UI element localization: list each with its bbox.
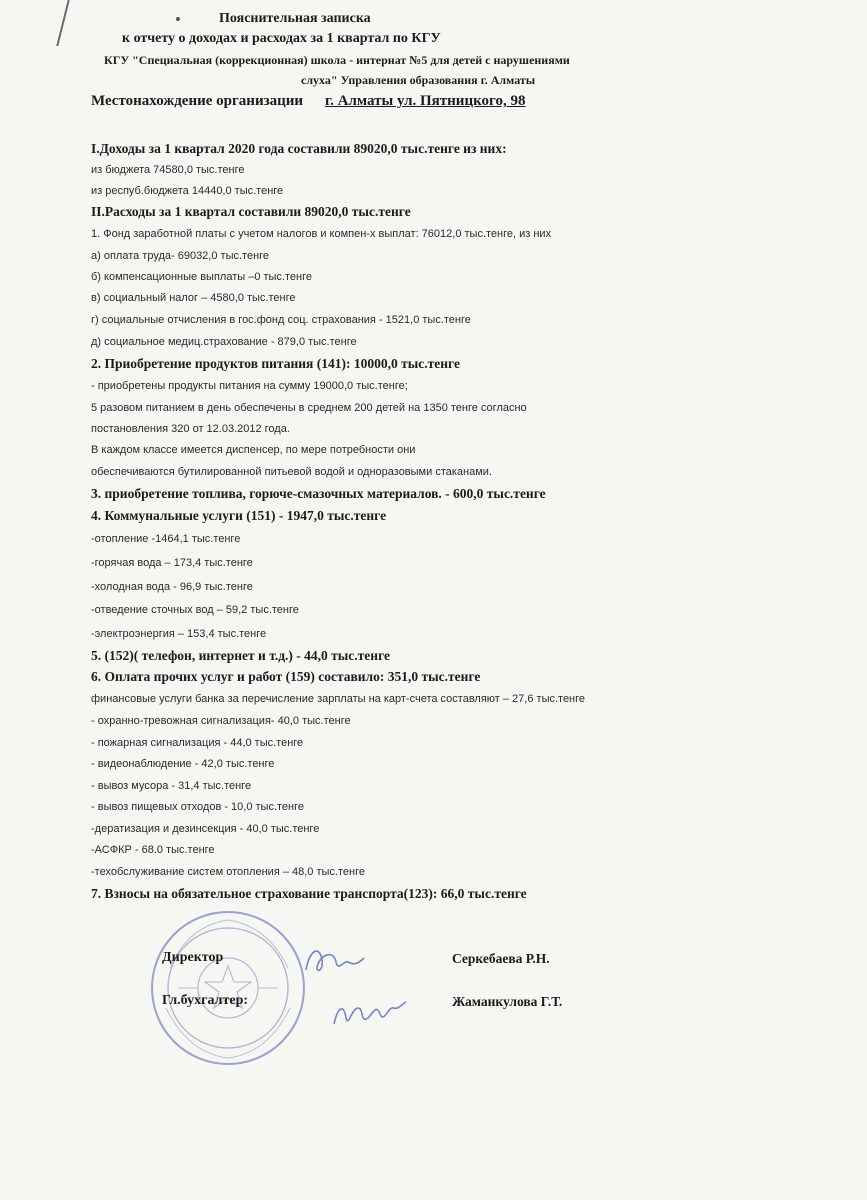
service-line: - вывоз пищевых отходов - 10,0 тыс.тенге [91, 801, 305, 813]
accountant-signature [330, 994, 410, 1034]
service-line: -АСФКР - 68.0 тыс.тенге [91, 844, 215, 856]
service-line: - видеонаблюдение - 42,0 тыс.тенге [91, 758, 275, 770]
utility-line: -электроэнергия – 153,4 тыс.тенге [91, 628, 267, 640]
service-line: -техобслуживание систем отопления – 48,0 тыс.тенге [91, 866, 365, 878]
doc-title: Пояснительная записка [219, 11, 371, 26]
expense-line: г) социальные отчисления в гос.фонд соц. страхования - 1521,0 тыс.тенге [91, 314, 471, 326]
text-line: В каждом классе имеется диспенсер, по мере потребности они [91, 444, 416, 456]
section-heading: 2. Приобретение продуктов питания (141): 10000,0 тыс.тенге [91, 356, 460, 371]
service-line: - вывоз мусора - 31,4 тыс.тенге [91, 780, 252, 792]
location-label: Местонахождение организации [91, 93, 304, 109]
director-label: Директор [162, 950, 224, 965]
location-value: г. Алматы ул. Пятницкого, 98 [325, 93, 526, 109]
text-line: постановления 320 от 12.03.2012 года. [91, 423, 290, 435]
seal-stamp [148, 908, 308, 1068]
expense-line: б) компенсационные выплаты –0 тыс.тенге [91, 271, 312, 283]
org-name-line2: слуха" Управления образования г. Алматы [301, 73, 536, 87]
section-heading: 5. (152)( телефон, интернет и т.д.) - 44,0 тыс.тенге [91, 648, 391, 663]
text-line: - приобретены продукты питания на сумму 19000,0 тыс.тенге; [91, 380, 408, 392]
expense-line: 1. Фонд заработной платы с учетом налогов и компен-х выплат: 76012,0 тыс.тенге, из них [91, 228, 552, 240]
director-name: Серкебаева Р.Н. [452, 951, 550, 966]
expenses-heading: II.Расходы за 1 квартал составили 89020,0 тыс.тенге [91, 204, 411, 219]
expense-line: д) социальное медиц.страхование - 879,0 тыс.тенге [91, 336, 357, 348]
utility-line: -отопление -1464,1 тыс.тенге [91, 533, 241, 545]
location-row [91, 93, 525, 110]
accountant-label: Гл.бухгалтер: [162, 993, 249, 1008]
service-line: -дератизация и дезинсекция - 40,0 тыс.тенге [91, 823, 320, 835]
utility-line: -горячая вода – 173,4 тыс.тенге [91, 557, 253, 569]
income-line: из бюджета 74580,0 тыс.тенге [91, 164, 245, 176]
text-line: 5 разовом питанием в день обеспечены в среднем 200 детей на 1350 тенге согласно [91, 402, 527, 414]
section-heading: 7. Взносы на обязательное страхование транспорта(123): 66,0 тыс.тенге [91, 886, 527, 901]
utility-line: -холодная вода - 96,9 тыс.тенге [91, 581, 253, 593]
service-line: - пожарная сигнализация - 44,0 тыс.тенге [91, 737, 304, 749]
income-heading: I.Доходы за 1 квартал 2020 года составили 89020,0 тыс.тенге из них: [91, 141, 507, 156]
section-heading: 3. приобретение топлива, горюче-смазочных материалов. - 600,0 тыс.тенге [91, 486, 546, 501]
text-line: обеспечиваются бутилированной питьевой водой и одноразовыми стаканами. [91, 466, 492, 478]
service-line: - охранно-тревожная сигнализация- 40,0 тыс.тенге [91, 715, 351, 727]
section-heading: 6. Оплата прочих услуг и работ (159) составило: 351,0 тыс.тенге [91, 669, 481, 684]
org-name-line1: КГУ "Специальная (коррекционная) школа - интернат №5 для детей с нарушениями [104, 53, 570, 67]
service-line: финансовые услуги банка за перечисление зарплаты на карт-счета составляют – 27,6 тыс.тенге [91, 693, 586, 705]
doc-subtitle: к отчету о доходах и расходах за 1 квартал по КГУ [122, 31, 441, 46]
expense-line: а) оплата труда- 69032,0 тыс.тенге [91, 250, 270, 262]
section-heading: 4. Коммунальные услуги (151) - 1947,0 тыс.тенге [91, 508, 387, 523]
utility-line: -отведение сточных вод – 59,2 тыс.тенге [91, 604, 299, 616]
expense-line: в) социальный налог – 4580,0 тыс.тенге [91, 292, 296, 304]
director-signature [300, 940, 370, 984]
accountant-name: Жаманкулова Г.Т. [452, 994, 563, 1009]
scan-dot [176, 17, 180, 21]
scan-mark [56, 0, 75, 46]
income-line: из респуб.бюджета 14440,0 тыс.тенге [91, 185, 284, 197]
